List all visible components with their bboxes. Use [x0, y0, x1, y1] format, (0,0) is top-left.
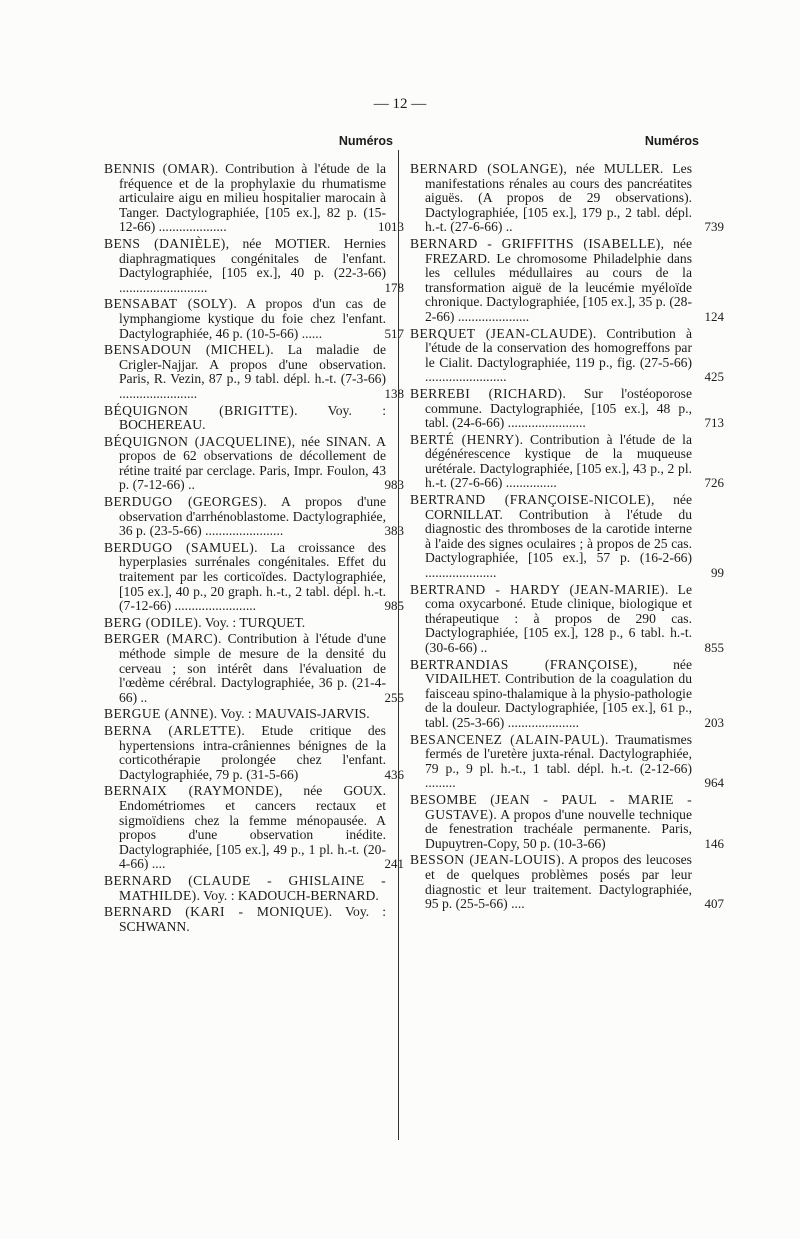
- entry-author: BESANCENEZ (ALAIN-PAUL): [410, 731, 605, 747]
- entry-text: . Voy. : KADOUCH-BERNARD.: [196, 887, 379, 903]
- index-entry: [104, 783, 404, 872]
- index-entry: [410, 235, 724, 325]
- entry-author: BERNARD (KARI - MONIQUE): [104, 904, 329, 920]
- entry-number: 1013: [378, 219, 404, 235]
- entry-text: , née GOUX. Endométriomes et cancers rectaux et sigmoïdiens chez la femme ménopausée. A propos d'une observation inédite. Dactylographiée, [105 ex.], 49 p., 1 pl. h.-t. (20-4-66) ....: [119, 783, 386, 872]
- entry-number: 739: [704, 219, 724, 235]
- entry-number: 855: [704, 640, 724, 655]
- numeros-header-left: Numéros: [338, 134, 393, 148]
- index-entry: [410, 325, 724, 385]
- entry-text: . Voy. : MAUVAIS-JARVIS.: [213, 706, 370, 722]
- entry-text: , née MULLER. Les manifestations rénales au cours des pancréatites aiguës. (A propos de 29 observations). Dactylographiée, [105 ex.], 179 p., 2 tabl. dépl. h.-t. (27-6-66) ..: [425, 161, 692, 235]
- entry-author: BESSON (JEAN-LOUIS): [410, 852, 562, 868]
- column-divider: [398, 150, 399, 1140]
- entry-text: . Traumatismes fermés de l'uretère juxta-rénal. Dactylographiée, 79 p., 9 pl. h.-t., 1 tabl. dépl. h.-t. (2-12-66) .........: [425, 731, 692, 791]
- index-entry: [104, 874, 386, 903]
- index-entry: [104, 161, 404, 235]
- index-entry: [104, 342, 404, 401]
- entry-text: . Etude critique des hypertensions intra-crâniennes bénignes de la corticothérapie prolongée chez l'enfant. Dactylographiée, 79 p. (31-5-66): [119, 722, 386, 782]
- entry-number: 99: [711, 565, 724, 581]
- entry-number: 255: [384, 689, 404, 705]
- entry-number: 726: [704, 475, 724, 491]
- entry-text: . Sur l'ostéoporose commune. Dactylographiée, [105 ex.], 48 p., tabl. (24-6-66) .......................: [425, 385, 692, 431]
- entry-text: . A propos des leucoses et de quelques problèmes posés par leur diagnostic et leur traitement. Dactylographiée, 95 p. (25-5-66) ....: [425, 852, 692, 912]
- entry-author: BERNARD (SOLANGE): [410, 161, 564, 176]
- entry-text: , née CORNILLAT. Contribution à l'étude du diagnostic des thromboses de la carotide interne à l'aide des signes oculaires ; à propos de 25 cas. Dactylographiée, [105 ex.], 57 p. (16-2-66) .....................: [425, 492, 692, 581]
- entry-author: BERGER (MARC): [104, 631, 219, 647]
- entry-author: BENS (DANIÈLE): [104, 235, 226, 251]
- entry-author: BERTRAND - HARDY (JEAN-MARIE): [410, 581, 665, 597]
- index-entry: [410, 492, 724, 581]
- entry-author: BERTRAND (FRANÇOISE-NICOLE): [410, 492, 651, 508]
- entry-author: BERNA (ARLETTE): [104, 722, 242, 738]
- entry-text: . La maladie de Crigler-Najjar. A propos d'une observation. Paris, R. Vezin, 87 p., 9 tabl. dépl. h.-t. (7-3-66) .......................: [119, 342, 386, 401]
- entry-text: . A propos d'une nouvelle technique de fenestration trachéale permanente. Paris, Dupuytren-Copy, 50 p. (10-3-66): [425, 806, 692, 851]
- left-entries: [104, 161, 404, 936]
- entry-number: 713: [704, 415, 724, 431]
- index-entry: [410, 852, 724, 912]
- entry-text: . Le coma oxycarboné. Etude clinique, biologique et thérapeutique : à propos de 290 cas. Dactylographiée, [105 ex.], 128 p., 6 tabl. h.-t. (30-6-66) ..: [425, 581, 692, 655]
- index-entry: [410, 731, 724, 791]
- entry-number: 425: [704, 369, 724, 385]
- index-entry: [104, 494, 404, 539]
- numeros-header-right: Numéros: [644, 134, 699, 148]
- entry-text: . Contribution à l'étude d'une méthode simple de mesure de la densité du cerveau ; son intérêt dans l'évaluation de l'œdème cérébral. Dactylographiée, 36 p. (21-4-66) ..: [119, 631, 386, 705]
- entry-number: 178: [384, 279, 404, 295]
- index-entry: [104, 235, 404, 295]
- entry-number: 985: [384, 598, 404, 614]
- entry-number: 146: [704, 835, 724, 851]
- entry-author: BERG (ODILE): [104, 614, 199, 630]
- entry-author: BERGUE (ANNE): [104, 706, 214, 722]
- entry-text: . Voy. : BOCHEREAU.: [119, 402, 386, 433]
- entry-author: BESOMBE (JEAN - PAUL - MARIE - GUSTAVE): [410, 791, 692, 822]
- entry-author: BERNARD - GRIFFITHS (ISABELLE): [410, 235, 661, 251]
- entry-number: 124: [704, 308, 724, 324]
- index-entry: [410, 656, 724, 731]
- entry-text: . Contribution à l'étude de la dégénérescence kystique de la muqueuse urétérale. Dactylographiée, [105 ex.], 43 p., 2 pl. h.-t. (27-6-66) ...............: [425, 431, 692, 491]
- entry-text: . Voy. : TURQUET.: [198, 614, 306, 630]
- index-entry: [410, 385, 724, 431]
- entry-number: 964: [704, 775, 724, 791]
- entry-author: BERDUGO (SAMUEL): [104, 539, 255, 555]
- index-entry: [410, 161, 724, 235]
- entry-author: BERTRANDIAS (FRANÇOISE): [410, 656, 634, 672]
- entry-text: . Contribution à l'étude de la conservation des homogreffons par le Cialit. Dactylographiée, 119 p., fig. (27-5-66) ........................: [425, 325, 692, 385]
- index-entry: [104, 296, 404, 341]
- entry-number: 436: [384, 766, 404, 782]
- index-entry: [410, 431, 724, 491]
- entry-number: 241: [384, 856, 404, 872]
- entry-author: BERTÉ (HENRY): [410, 431, 520, 447]
- entry-text: . La croissance des hyperplasies surrénales congénitales. Effet du traitement par les corticoïdes. Dactylographiée, [105 ex.], 40 p., 20 graph. h.-t., 2 tabl. dépl. h.-t. (7-12-66) ........................: [119, 539, 386, 614]
- index-entry: [104, 404, 386, 433]
- entry-text: , née FREZARD. Le chromosome Philadelphie dans les cellules médullaires au cours de la transformation aiguë de la leucémie myéloïde chronique. Dactylographiée, [105 ex.], 35 p. (28-2-66) .....................: [425, 235, 693, 324]
- index-entry: [410, 581, 724, 656]
- entry-author: BERDUGO (GEORGES): [104, 494, 264, 510]
- index-entry: [104, 905, 386, 934]
- entry-text: . A propos d'un cas de lymphangiome kystique du foie chez l'enfant. Dactylographiée, 46 p. (10-5-66) ......: [119, 296, 386, 341]
- entry-number: 517: [384, 325, 404, 341]
- index-entry: [104, 631, 404, 705]
- index-entry: [410, 791, 724, 851]
- entry-text: . A propos d'une observation d'arrhénoblastome. Dactylographiée, 36 p. (23-5-66) .......................: [119, 494, 386, 539]
- entry-number: 383: [384, 523, 404, 539]
- index-entry: [104, 616, 386, 631]
- right-entries: [410, 161, 724, 914]
- entry-author: BENNIS (OMAR): [104, 161, 215, 176]
- entry-number: 203: [704, 714, 724, 730]
- entry-author: BERREBI (RICHARD): [410, 385, 563, 401]
- entry-text: . Voy. : SCHWANN.: [119, 904, 387, 934]
- page-number: — 12 —: [373, 96, 427, 112]
- entry-author: BERQUET (JEAN-CLAUDE): [410, 325, 593, 341]
- entry-text: , née SINAN. A propos de 62 observations de décollement de rétine traité par cerclage. Paris, Impr. Foulon, 43 p. (7-12-66) ..: [119, 433, 386, 493]
- entry-author: BENSABAT (SOLY): [104, 296, 234, 312]
- entry-author: BENSADOUN (MICHEL): [104, 342, 271, 358]
- entry-number: 138: [384, 385, 404, 401]
- entry-author: BÉQUIGNON (JACQUELINE): [104, 433, 292, 449]
- entry-text: , née MOTIER. Hernies diaphragmatiques congénitales de l'enfant. Dactylographiée, [105 ex.], 40 p. (22-3-66) ..........................: [119, 235, 386, 295]
- entry-author: BERNARD (CLAUDE - GHISLAINE - MATHILDE): [104, 872, 386, 903]
- index-entry: [104, 539, 404, 614]
- entry-text: , née VIDAILHET. Contribution de la coagulation du faisceau spino-thalamique à la physio-pathologie de la douleur. Dactylographiée, [105 ex.], 61 p., tabl. (25-3-66) .....................: [425, 656, 692, 730]
- entry-number: 983: [384, 477, 404, 493]
- entry-author: BERNAIX (RAYMONDE): [104, 783, 279, 799]
- entry-text: . Contribution à l'étude de la fréquence et de la prophylaxie du rhumatisme articulaire aigu en milieu hospitalier marocain à Tanger. Dactylographiée, [105 ex.], 82 p. (15-12-66) ....................: [119, 161, 386, 235]
- index-entry: [104, 707, 386, 722]
- entry-number: 407: [704, 896, 724, 912]
- index-entry: [104, 722, 404, 782]
- entry-author: BÉQUIGNON (BRIGITTE): [104, 402, 295, 418]
- index-entry: [104, 433, 404, 493]
